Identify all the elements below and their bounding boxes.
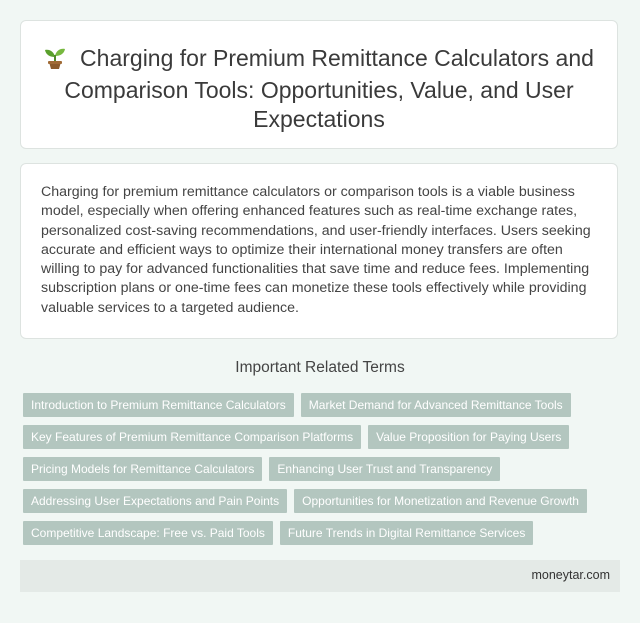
terms-row: [23, 425, 576, 449]
terms-row: [23, 521, 540, 545]
terms-row: [23, 393, 578, 417]
footer: [20, 560, 620, 592]
seedling-icon: [44, 45, 66, 76]
term-tag[interactable]: Pricing Models for Remittance Calculators: [23, 457, 262, 481]
title-card: [20, 20, 618, 149]
term-tag[interactable]: Market Demand for Advanced Remittance Tools: [301, 393, 571, 417]
term-tag[interactable]: Introduction to Premium Remittance Calculators: [23, 393, 294, 417]
terms-row: [23, 489, 594, 513]
term-tag[interactable]: Future Trends in Digital Remittance Services: [280, 521, 533, 545]
term-tag[interactable]: Competitive Landscape: Free vs. Paid Tools: [23, 521, 273, 545]
term-tag[interactable]: Addressing User Expectations and Pain Points: [23, 489, 287, 513]
description-text: Charging for premium remittance calculators or comparison tools is a viable business model, especially when offering enhanced features such as real-time exchange rates, personalized cost-saving recommendations, and user-friendly interfaces. Users seeking accurate and efficient ways to optimize their international money transfers are often willing to pay for advanced functionalities that save time and reduce fees. Implementing subscription plans or one-time fees can monetize these tools effectively while providing valuable services to a targeted audience.: [41, 184, 591, 316]
term-tag[interactable]: Value Proposition for Paying Users: [368, 425, 569, 449]
related-terms-heading: Important Related Terms: [235, 359, 405, 376]
description-card: [20, 163, 618, 339]
title-text: Charging for Premium Remittance Calculators and Comparison Tools: Opportunities, Value, and User Expectations: [64, 45, 594, 132]
terms-row: [23, 457, 507, 481]
term-tag[interactable]: Key Features of Premium Remittance Comparison Platforms: [23, 425, 361, 449]
site-link[interactable]: moneytar.com: [531, 568, 610, 582]
page-title: [21, 21, 617, 134]
term-tag[interactable]: Opportunities for Monetization and Revenue Growth: [294, 489, 587, 513]
term-tag[interactable]: Enhancing User Trust and Transparency: [269, 457, 500, 481]
